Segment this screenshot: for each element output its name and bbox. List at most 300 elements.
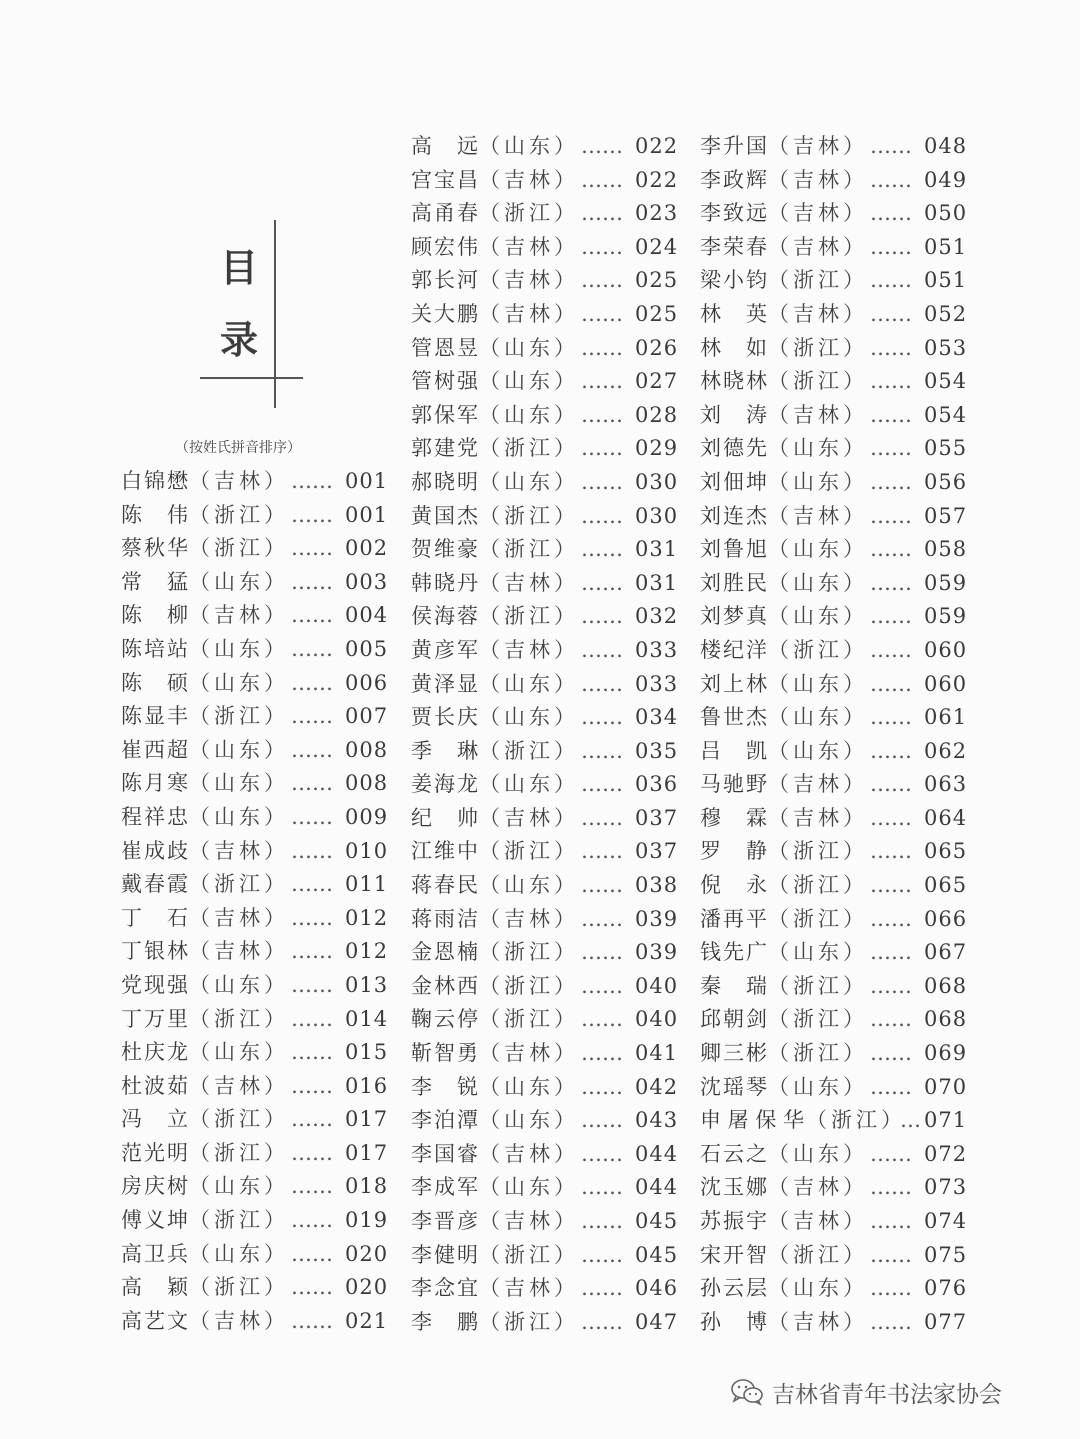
entry-province: （吉林） xyxy=(189,1308,289,1333)
entry-leader-dots: …… xyxy=(870,1276,912,1301)
toc-entry xyxy=(411,332,681,366)
entry-page-number: 022 xyxy=(635,167,679,192)
entry-name: 江维中 xyxy=(411,839,478,864)
toc-entry xyxy=(700,1171,970,1205)
entry-leader-dots: …… xyxy=(291,771,333,796)
toc-entry xyxy=(411,802,681,836)
toc-entry xyxy=(700,600,970,634)
toc-entry xyxy=(121,566,391,600)
toc-entry xyxy=(121,667,391,701)
entry-leader-dots: …… xyxy=(870,335,912,360)
toc-entry xyxy=(700,1205,970,1239)
toc-column-3 xyxy=(700,130,970,1339)
toc-entry xyxy=(411,164,681,198)
entry-leader-dots: …… xyxy=(581,369,623,394)
entry-name: 戴春霞 xyxy=(121,872,188,897)
entry-page-number: 061 xyxy=(924,705,968,730)
entry-name: 李晋彦 xyxy=(411,1209,478,1233)
entry-leader-dots: …… xyxy=(870,1007,912,1032)
entry-province: （吉林） xyxy=(189,469,289,493)
entry-name: 李政辉 xyxy=(700,167,767,192)
entry-leader-dots: …… xyxy=(870,469,912,494)
toc-entry xyxy=(121,499,391,533)
entry-province: （浙江） xyxy=(479,973,579,998)
entry-province: （吉林） xyxy=(479,1041,579,1066)
entry-name: 金林西 xyxy=(411,973,478,998)
entry-page-number: 025 xyxy=(635,301,679,326)
toc-entry xyxy=(700,365,970,399)
entry-name: 刘上林 xyxy=(700,671,767,696)
toc-title-block xyxy=(195,220,310,410)
entry-leader-dots: …… xyxy=(870,503,912,528)
entry-name: 孙博 xyxy=(700,1309,767,1334)
entry-name: 苏振宇 xyxy=(700,1209,767,1233)
entry-leader-dots: …… xyxy=(291,1040,333,1065)
entry-page-number: 047 xyxy=(635,1309,679,1334)
entry-province: （山东） xyxy=(189,1174,289,1199)
entry-name: 党现强 xyxy=(121,972,188,997)
entry-province: （浙江） xyxy=(768,268,868,293)
entry-leader-dots: …… xyxy=(870,402,912,427)
entry-leader-dots: …… xyxy=(581,1209,623,1233)
entry-leader-dots: …… xyxy=(870,906,912,931)
entry-name: 石云之 xyxy=(700,1141,767,1166)
entry-province: （吉林） xyxy=(768,1175,868,1200)
entry-page-number: 053 xyxy=(924,335,968,360)
entry-page-number: 035 xyxy=(635,738,679,763)
entry-leader-dots: …… xyxy=(581,1141,623,1166)
entry-page-number: 023 xyxy=(635,201,679,226)
entry-page-number: 055 xyxy=(924,436,968,461)
entry-leader-dots: …… xyxy=(870,537,912,562)
entry-name: 楼纪洋 xyxy=(700,637,767,662)
entry-province: （山东） xyxy=(189,771,289,796)
entry-page-number: 008 xyxy=(345,737,389,762)
entry-leader-dots: …… xyxy=(870,268,912,293)
entry-leader-dots: …… xyxy=(870,940,912,965)
toc-entry xyxy=(411,1003,681,1037)
toc-entry xyxy=(121,532,391,566)
entry-leader-dots: …… xyxy=(581,469,623,494)
entry-name: 林如 xyxy=(700,335,767,360)
entry-name: 蔡秋华 xyxy=(121,536,188,561)
toc-entry xyxy=(700,634,970,668)
entry-name: 孙云层 xyxy=(700,1276,767,1301)
entry-name: 秦瑞 xyxy=(700,973,767,998)
entry-page-number: 039 xyxy=(635,906,679,931)
entry-name: 蒋春民 xyxy=(411,873,478,898)
entry-province: （山东） xyxy=(768,570,868,595)
title-horizontal-rule xyxy=(200,377,303,379)
toc-column-2 xyxy=(411,130,681,1339)
entry-leader-dots: …… xyxy=(581,973,623,998)
toc-entry xyxy=(700,970,970,1004)
entry-leader-dots: …… xyxy=(291,1275,333,1300)
entry-leader-dots: …… xyxy=(581,906,623,931)
entry-leader-dots: …… xyxy=(581,301,623,326)
toc-entry xyxy=(121,700,391,734)
entry-page-number: 017 xyxy=(345,1107,389,1132)
entry-name: 高艺文 xyxy=(121,1308,188,1333)
toc-entry xyxy=(121,1170,391,1204)
entry-leader-dots: …… xyxy=(291,704,333,729)
entry-leader-dots: …… xyxy=(581,671,623,696)
entry-name: 刘胜民 xyxy=(700,570,767,595)
entry-leader-dots: …… xyxy=(581,537,623,562)
entry-name: 靳智勇 xyxy=(411,1041,478,1066)
toc-entry xyxy=(700,332,970,366)
entry-leader-dots: …… xyxy=(291,1208,333,1233)
toc-subtitle: （按姓氏拼音排序） xyxy=(175,440,301,456)
entry-name: 杜波茹 xyxy=(121,1073,188,1098)
entry-province: （山东） xyxy=(768,940,868,965)
entry-province: （浙江） xyxy=(189,1006,289,1031)
entry-page-number: 051 xyxy=(924,268,968,293)
entry-province: （山东） xyxy=(479,772,579,797)
entry-leader-dots: …… xyxy=(870,873,912,898)
entry-page-number: 012 xyxy=(345,905,389,930)
entry-leader-dots: …… xyxy=(291,872,333,897)
entry-province: （吉林） xyxy=(479,637,579,662)
entry-province: （吉林） xyxy=(189,939,289,964)
toc-entry xyxy=(700,701,970,735)
entry-name: 林英 xyxy=(700,301,767,326)
entry-province: （浙江） xyxy=(479,839,579,864)
entry-leader-dots: …… xyxy=(870,369,912,394)
toc-entry xyxy=(121,1305,391,1339)
entry-leader-dots: …… xyxy=(581,738,623,763)
entry-leader-dots: …… xyxy=(581,1007,623,1032)
toc-column-1 xyxy=(121,465,391,1338)
entry-name: 丁银林 xyxy=(121,939,188,964)
entry-name: 高卫兵 xyxy=(121,1241,188,1266)
entry-page-number: 009 xyxy=(345,804,389,829)
entry-leader-dots: …… xyxy=(291,1174,333,1199)
entry-leader-dots: …… xyxy=(870,738,912,763)
entry-page-number: 042 xyxy=(635,1074,679,1099)
toc-entry xyxy=(411,567,681,601)
entry-page-number: 021 xyxy=(345,1308,389,1333)
entry-page-number: 037 xyxy=(635,839,679,864)
toc-entry xyxy=(121,1271,391,1305)
entry-province: （山东） xyxy=(479,134,579,158)
entry-province: （吉林） xyxy=(768,503,868,528)
toc-entry xyxy=(700,1138,970,1172)
entry-name: 刘梦真 xyxy=(700,604,767,629)
entry-name: 钱先广 xyxy=(700,940,767,965)
account-name: 吉林省青年书法家协会 xyxy=(772,1381,1002,1408)
toc-entry xyxy=(700,668,970,702)
toc-entry xyxy=(700,164,970,198)
toc-entry xyxy=(700,1306,970,1340)
toc-entry xyxy=(411,466,681,500)
toc-entry xyxy=(411,600,681,634)
entry-page-number: 057 xyxy=(924,503,968,528)
entry-page-number: 054 xyxy=(924,402,968,427)
entry-page-number: 014 xyxy=(345,1006,389,1031)
entry-name: 贺维豪 xyxy=(411,537,478,562)
entry-province: （山东） xyxy=(189,804,289,829)
entry-page-number: 027 xyxy=(635,369,679,394)
entry-page-number: 019 xyxy=(345,1208,389,1233)
toc-entry xyxy=(411,1138,681,1172)
entry-page-number: 040 xyxy=(635,973,679,998)
entry-province: （山东） xyxy=(768,671,868,696)
entry-page-number: 008 xyxy=(345,771,389,796)
entry-page-number: 020 xyxy=(345,1275,389,1300)
entry-province: （山东） xyxy=(479,335,579,360)
entry-name: 李泊潭 xyxy=(411,1108,478,1133)
entry-province: （浙江） xyxy=(189,1275,289,1300)
entry-name: 崔成歧 xyxy=(121,838,188,863)
toc-entry xyxy=(411,1071,681,1105)
entry-leader-dots: …… xyxy=(291,737,333,762)
entry-name: 李国睿 xyxy=(411,1141,478,1166)
entry-page-number: 020 xyxy=(345,1241,389,1266)
entry-page-number: 050 xyxy=(924,201,968,226)
entry-province: （浙江） xyxy=(479,1007,579,1032)
wechat-icon xyxy=(730,1378,764,1406)
entry-province: （吉林） xyxy=(479,301,579,326)
entry-leader-dots: … xyxy=(900,1108,921,1133)
entry-leader-dots: …… xyxy=(870,167,912,192)
entry-name: 陈硕 xyxy=(121,670,188,695)
entry-name: 季琳 xyxy=(411,738,478,763)
entry-province: （浙江） xyxy=(189,872,289,897)
entry-page-number: 028 xyxy=(635,402,679,427)
toc-entry xyxy=(700,264,970,298)
entry-page-number: 001 xyxy=(345,469,389,493)
entry-page-number: 062 xyxy=(924,738,968,763)
entry-province: （吉林） xyxy=(189,838,289,863)
toc-entry xyxy=(121,868,391,902)
entry-province: （山东） xyxy=(189,972,289,997)
entry-province: （吉林） xyxy=(768,1209,868,1233)
entry-page-number: 029 xyxy=(635,436,679,461)
entry-province: （浙江） xyxy=(479,201,579,226)
entry-province: （吉林） xyxy=(768,1309,868,1334)
entry-province: （浙江） xyxy=(189,536,289,561)
entry-name: 冯立 xyxy=(121,1107,188,1132)
entry-name: 顾宏伟 xyxy=(411,234,478,259)
entry-name: 李致远 xyxy=(700,201,767,226)
entry-province: （山东） xyxy=(189,670,289,695)
toc-entry xyxy=(700,432,970,466)
entry-leader-dots: …… xyxy=(870,201,912,226)
entry-page-number: 025 xyxy=(635,268,679,293)
entry-name: 刘德先 xyxy=(700,436,767,461)
entry-leader-dots: …… xyxy=(581,503,623,528)
entry-province: （吉林） xyxy=(479,1209,579,1233)
toc-entry xyxy=(700,1272,970,1306)
entry-leader-dots: …… xyxy=(870,1309,912,1334)
entry-page-number: 030 xyxy=(635,503,679,528)
toc-entry xyxy=(700,835,970,869)
toc-entry xyxy=(121,835,391,869)
entry-name: 郭长河 xyxy=(411,268,478,293)
entry-province: （浙江） xyxy=(479,1309,579,1334)
entry-page-number: 060 xyxy=(924,671,968,696)
entry-province: （山东） xyxy=(479,469,579,494)
entry-page-number: 064 xyxy=(924,805,968,830)
entry-page-number: 033 xyxy=(635,671,679,696)
entry-leader-dots: …… xyxy=(870,234,912,259)
entry-name: 潘再平 xyxy=(700,906,767,931)
entry-leader-dots: …… xyxy=(291,502,333,527)
entry-page-number: 012 xyxy=(345,939,389,964)
toc-entry xyxy=(700,466,970,500)
entry-page-number: 072 xyxy=(924,1141,968,1166)
entry-name: 管恩昱 xyxy=(411,335,478,360)
entry-name: 吕凯 xyxy=(700,738,767,763)
entry-name: 刘鲁旭 xyxy=(700,537,767,562)
entry-province: （浙江） xyxy=(189,1140,289,1165)
entry-leader-dots: …… xyxy=(581,1074,623,1099)
toc-entry xyxy=(700,936,970,970)
entry-leader-dots: …… xyxy=(291,972,333,997)
toc-entry xyxy=(411,768,681,802)
entry-leader-dots: …… xyxy=(870,772,912,797)
entry-province: （浙江） xyxy=(768,839,868,864)
toc-title-char-1: 目 xyxy=(219,245,258,290)
entry-page-number: 073 xyxy=(924,1175,968,1200)
entry-province: （吉林） xyxy=(189,1073,289,1098)
toc-entry xyxy=(700,1003,970,1037)
entry-page-number: 067 xyxy=(924,940,968,965)
entry-leader-dots: …… xyxy=(581,268,623,293)
toc-entry xyxy=(411,500,681,534)
entry-leader-dots: …… xyxy=(291,536,333,561)
entry-page-number: 066 xyxy=(924,906,968,931)
entry-name: 鲁世杰 xyxy=(700,705,767,730)
toc-entry xyxy=(700,1239,970,1273)
entry-province: （山东） xyxy=(768,436,868,461)
entry-page-number: 044 xyxy=(635,1141,679,1166)
entry-name: 李锐 xyxy=(411,1074,478,1099)
entry-name: 纪帅 xyxy=(411,805,478,830)
entry-province: （山东） xyxy=(189,1040,289,1065)
toc-entry xyxy=(411,903,681,937)
toc-entry xyxy=(700,768,970,802)
entry-name: 林晓林 xyxy=(700,369,767,394)
entry-page-number: 059 xyxy=(924,570,968,595)
entry-name: 李成军 xyxy=(411,1175,478,1200)
entry-leader-dots: …… xyxy=(581,436,623,461)
entry-name: 范光明 xyxy=(121,1140,188,1165)
entry-province: （吉林） xyxy=(479,1276,579,1301)
toc-entry xyxy=(121,767,391,801)
toc-entry xyxy=(411,399,681,433)
entry-page-number: 036 xyxy=(635,772,679,797)
toc-entry xyxy=(411,197,681,231)
entry-name: 马驰野 xyxy=(700,772,767,797)
entry-province: （浙江） xyxy=(768,906,868,931)
toc-entry xyxy=(121,1036,391,1070)
entry-page-number: 043 xyxy=(635,1108,679,1133)
entry-leader-dots: …… xyxy=(870,973,912,998)
entry-province: （吉林） xyxy=(479,167,579,192)
entry-name: 郝晓明 xyxy=(411,469,478,494)
entry-name: 常猛 xyxy=(121,569,188,594)
entry-leader-dots: …… xyxy=(581,940,623,965)
entry-province: （山东） xyxy=(768,1074,868,1099)
toc-entry xyxy=(700,399,970,433)
toc-entry xyxy=(121,1103,391,1137)
entry-name: 宫宝昌 xyxy=(411,167,478,192)
entry-province: （山东） xyxy=(768,469,868,494)
entry-page-number: 046 xyxy=(635,1276,679,1301)
toc-entry xyxy=(411,365,681,399)
entry-leader-dots: …… xyxy=(870,671,912,696)
toc-entry xyxy=(411,264,681,298)
entry-page-number: 048 xyxy=(924,134,968,158)
toc-entry xyxy=(411,869,681,903)
entry-leader-dots: …… xyxy=(291,670,333,695)
entry-page-number: 039 xyxy=(635,940,679,965)
toc-entry xyxy=(411,835,681,869)
entry-province: （吉林） xyxy=(768,201,868,226)
entry-province: （山东） xyxy=(768,738,868,763)
entry-leader-dots: …… xyxy=(870,301,912,326)
entry-province: （山东） xyxy=(768,1276,868,1301)
entry-page-number: 004 xyxy=(345,603,389,628)
entry-page-number: 037 xyxy=(635,805,679,830)
toc-entry xyxy=(411,701,681,735)
entry-name: 刘佃坤 xyxy=(700,469,767,494)
entry-page-number: 010 xyxy=(345,838,389,863)
entry-page-number: 011 xyxy=(345,872,389,897)
title-vertical-rule xyxy=(274,220,276,408)
entry-page-number: 065 xyxy=(924,839,968,864)
entry-name: 高远 xyxy=(411,134,478,158)
entry-province: （浙江） xyxy=(768,1007,868,1032)
entry-name: 高颖 xyxy=(121,1275,188,1300)
entry-name: 沈玉娜 xyxy=(700,1175,767,1200)
entry-page-number: 068 xyxy=(924,1007,968,1032)
entry-province: （吉林） xyxy=(768,234,868,259)
entry-name: 黄泽显 xyxy=(411,671,478,696)
entry-province: （浙江） xyxy=(479,503,579,528)
entry-name: 高甬春 xyxy=(411,201,478,226)
toc-entry xyxy=(700,1104,970,1138)
entry-leader-dots: …… xyxy=(291,1107,333,1132)
entry-leader-dots: …… xyxy=(581,1276,623,1301)
toc-entry xyxy=(411,1104,681,1138)
entry-name: 侯海蓉 xyxy=(411,604,478,629)
entry-name: 李鹏 xyxy=(411,1309,478,1334)
toc-entry xyxy=(700,567,970,601)
entry-name: 郭保军 xyxy=(411,402,478,427)
entry-province: （山东） xyxy=(479,705,579,730)
entry-province: （吉林） xyxy=(479,906,579,931)
entry-province: （吉林） xyxy=(479,234,579,259)
toc-entry xyxy=(411,1239,681,1273)
entry-leader-dots: …… xyxy=(870,1074,912,1099)
toc-entry xyxy=(121,1204,391,1238)
entry-page-number: 026 xyxy=(635,335,679,360)
entry-page-number: 038 xyxy=(635,873,679,898)
entry-name: 丁万里 xyxy=(121,1006,188,1031)
toc-entry xyxy=(700,735,970,769)
toc-entry xyxy=(700,533,970,567)
toc-entry xyxy=(411,936,681,970)
entry-province: （浙江） xyxy=(768,369,868,394)
entry-name: 黄彦军 xyxy=(411,637,478,662)
entry-leader-dots: …… xyxy=(581,637,623,662)
entry-page-number: 031 xyxy=(635,537,679,562)
entry-name: 倪永 xyxy=(700,873,767,898)
toc-entry xyxy=(411,1037,681,1071)
